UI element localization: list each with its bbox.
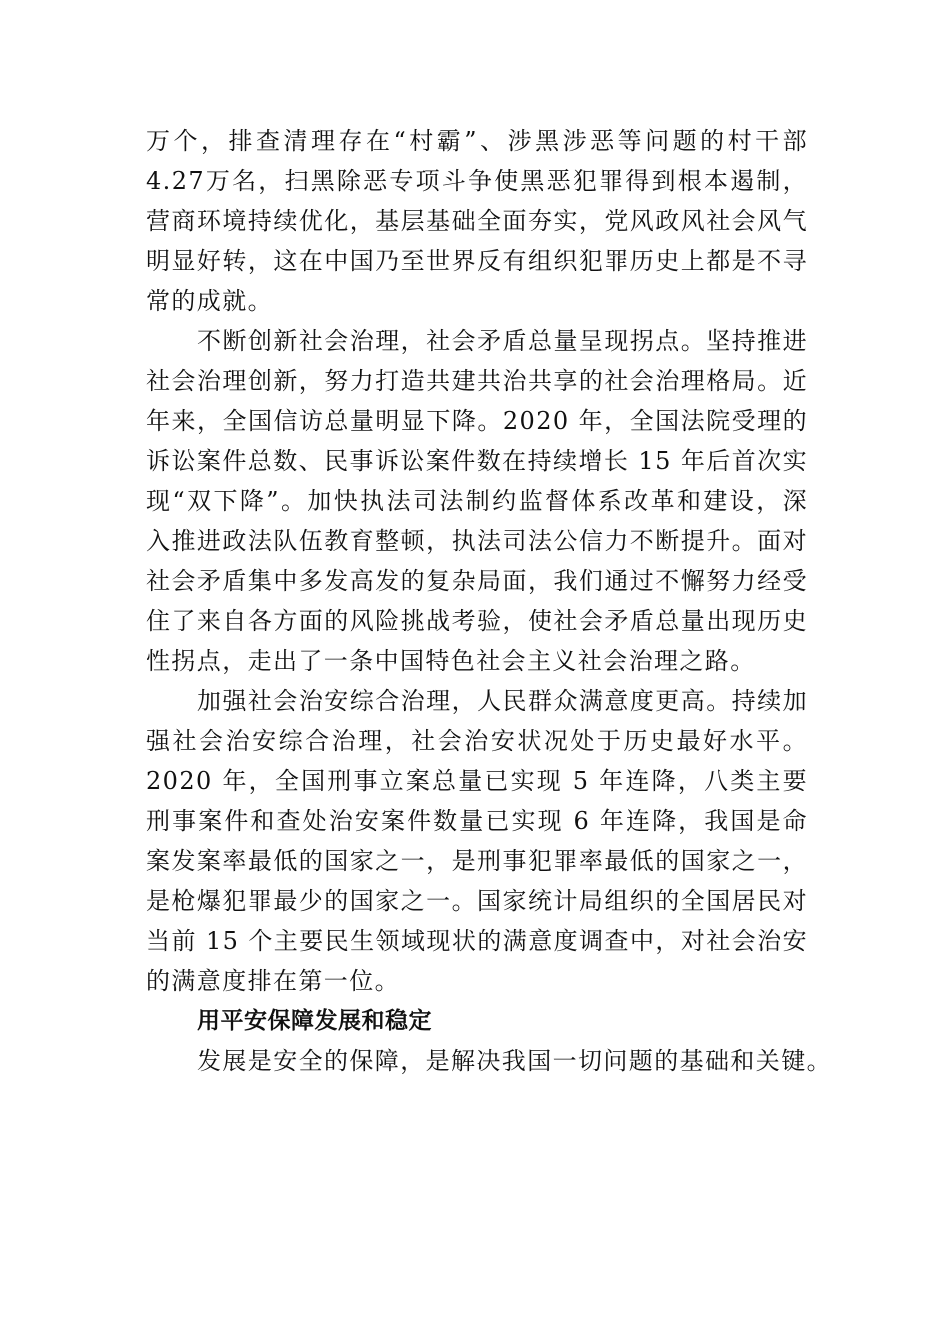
section-heading: 用平安保障发展和稳定 [197, 1008, 432, 1034]
paragraph-social-governance [146, 321, 808, 681]
paragraph-text: 持续加强社会治安综合治理，社会治安状况处于历史最好水平。2020 年，全国刑事立案总量已实现 5 年连降，八类主要刑事案件和查处治安案件数量已实现 6 年连降，我国是命案发案率最低的国家之一，是刑事犯罪率最低的国家之一，是枪爆犯罪最少的国家之一。国家统计局组织的全国居民对当前 15 个主要民生领域现状的满意度调查中，对社会治安的满意度排在第一位。 [146, 687, 808, 995]
paragraph-development-security: 发展是安全的保障，是解决我国一切问题的基础和关键。 [197, 1047, 832, 1075]
paragraph-text: 万个，排查清理存在“村霸”、涉黑涉恶等问题的村干部 4.27万名，扫黑除恶专项斗争使黑恶犯罪得到根本遏制，营商环境持续优化，基层基础全面夯实，党风政风社会风气明显好转，这在中国乃至世界反有组织犯罪历史上都是不寻常的成就。 [146, 127, 808, 315]
paragraph-lead-sentence: 不断创新社会治理，社会矛盾总量呈现拐点。 [197, 327, 707, 355]
paragraph-text: 坚持推进社会治理创新，努力打造共建共治共享的社会治理格局。近年来，全国信访总量明显下降。2020 年，全国法院受理的诉讼案件总数、民事诉讼案件数在持续增长 15 年后首次实现“双下降”。加快执法司法制约监督体系改革和建设，深入推进政法队伍教育整顿，执法司法公信力不断提升。面对社会矛盾集中多发高发的复杂局面，我们通过不懈努力经受住了来自各方面的风险挑战考验，使社会矛盾总量出现历史性拐点，走出了一条中国特色社会主义社会治理之路。 [146, 327, 808, 675]
paragraph-continuation [146, 121, 808, 321]
document-body [146, 121, 832, 1081]
paragraph-public-security [146, 681, 808, 1001]
paragraph-lead-sentence: 加强社会治安综合治理，人民群众满意度更高。 [197, 687, 732, 715]
